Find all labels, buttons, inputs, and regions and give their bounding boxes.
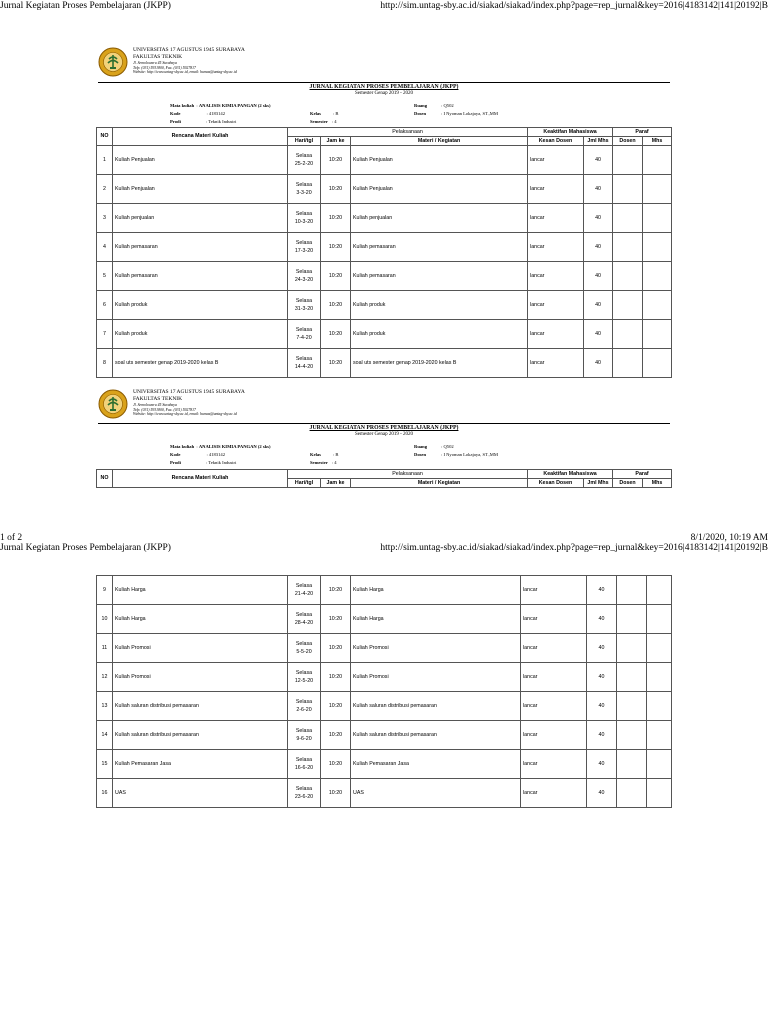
th-jam: Jam ke bbox=[321, 479, 351, 488]
th-no: NO bbox=[97, 470, 113, 488]
table-row: 10 Kuliah Harga Selasa 28-4-20 10:20 Kuliah Harga lancar 40 bbox=[97, 605, 672, 634]
th-jml: Jml Mhs bbox=[584, 137, 613, 146]
table-row: 11 Kuliah Promosi Selasa 5-5-20 10:20 Kuliah Promosi lancar 40 bbox=[97, 634, 672, 663]
th-jml: Jml Mhs bbox=[584, 479, 613, 488]
table-row: 1 Kuliah Penjualan Selasa 25-2-20 10:20 Kuliah Penjualan lancar 40 bbox=[97, 146, 672, 175]
print-page-number: 1 of 2 bbox=[0, 533, 23, 543]
th-mhs: Mhs bbox=[643, 137, 672, 146]
th-mhs: Mhs bbox=[643, 479, 672, 488]
semester-line: Semester Genap 2019 - 2020 bbox=[354, 91, 414, 96]
faculty-name: FAKULTAS TEKNIK bbox=[133, 396, 183, 402]
journal-table-header-repeat bbox=[96, 469, 672, 488]
info-semester: Semester : 4 bbox=[310, 119, 337, 124]
th-hari: Hari/tgl bbox=[288, 137, 321, 146]
table-row: 8 soal uts semester genap 2019-2020 kelas B Selasa 14-4-20 10:20 soal uts semester genap 2019-2020 kelas B lancar 40 bbox=[97, 349, 672, 378]
website: Website: http://www.untag-sby.ac.id, email: humas@untag-sby.ac.id bbox=[133, 70, 237, 74]
info-kode: Kode : 4183142 bbox=[170, 111, 225, 116]
journal-table-page1 bbox=[96, 127, 672, 378]
phone: Telp. (031) 5931800, Fax. (031) 5927817 bbox=[133, 407, 196, 412]
th-pelaksanaan: Pelaksanaan bbox=[288, 128, 528, 137]
table-row: 6 Kuliah produk Selasa 31-3-20 10:20 Kuliah produk lancar 40 bbox=[97, 291, 672, 320]
print-url[interactable]: http://sim.untag-sby.ac.id/siakad/siakad/index.php?page=rep_jurnal&key=2016|4183142|141|20192|B bbox=[380, 1, 768, 11]
university-name: UNIVERSITAS 17 AGUSTUS 1945 SURABAYA bbox=[133, 389, 245, 395]
phone: Telp. (031) 5931800, Fax. (031) 5927817 bbox=[133, 65, 196, 70]
table-row: 4 Kuliah pemasaran Selasa 17-3-20 10:20 Kuliah pemasaran lancar 40 bbox=[97, 233, 672, 262]
th-pelaksanaan: Pelaksanaan bbox=[288, 470, 528, 479]
table-row: 13 Kuliah saluran distribusi pemasaran Selasa 2-6-20 10:20 Kuliah saluran distribusi pemasaran lancar 40 bbox=[97, 692, 672, 721]
info-kelas: Kelas : B bbox=[310, 111, 339, 116]
th-keaktifan: Keaktifan Mahasiswa bbox=[528, 128, 613, 137]
table-row: 5 Kuliah pemasaran Selasa 24-3-20 10:20 Kuliah pemasaran lancar 40 bbox=[97, 262, 672, 291]
info-dosen: Dosen : I Nyoman Lokajaya, ST.,MM bbox=[414, 452, 498, 457]
semester-line: Semester Genap 2019 - 2020 bbox=[354, 432, 414, 437]
info-prodi: Prodi : Teknik Industri bbox=[170, 119, 237, 124]
th-paraf: Paraf bbox=[613, 470, 672, 479]
info-ruang: Ruang : Q502 bbox=[414, 103, 454, 108]
print-title: Jurnal Kegiatan Proses Pembelajaran (JKPP) bbox=[0, 543, 171, 553]
th-hari: Hari/tgl bbox=[288, 479, 321, 488]
table-row: 9 Kuliah Harga Selasa 21-4-20 10:20 Kuliah Harga lancar 40 bbox=[97, 576, 672, 605]
th-dosen: Dosen bbox=[613, 137, 643, 146]
website: Website: http://www.untag-sby.ac.id, email: humas@untag-sby.ac.id bbox=[133, 412, 237, 416]
letterhead-rule bbox=[98, 423, 670, 424]
table-row: 3 Kuliah penjualan Selasa 10-3-20 10:20 Kuliah penjualan lancar 40 bbox=[97, 204, 672, 233]
university-name: UNIVERSITAS 17 AGUSTUS 1945 SURABAYA bbox=[133, 47, 245, 53]
table-row: 7 Kuliah produk Selasa 7-4-20 10:20 Kuliah produk lancar 40 bbox=[97, 320, 672, 349]
table-row: 2 Kuliah Penjualan Selasa 3-3-20 10:20 Kuliah Penjualan lancar 40 bbox=[97, 175, 672, 204]
university-logo-icon bbox=[98, 389, 128, 419]
print-title: Jurnal Kegiatan Proses Pembelajaran (JKPP) bbox=[0, 1, 171, 11]
info-semester: Semester : 4 bbox=[310, 460, 337, 465]
info-ruang: Ruang : Q502 bbox=[414, 444, 454, 449]
print-url[interactable]: http://sim.untag-sby.ac.id/siakad/siakad/index.php?page=rep_jurnal&key=2016|4183142|141|20192|B bbox=[380, 543, 768, 553]
th-kesan: Kesan Dosen bbox=[528, 479, 584, 488]
university-logo-icon bbox=[98, 47, 128, 77]
doc-title: JURNAL KEGIATAN PROSES PEMBELAJARAN (JKPP) bbox=[309, 84, 459, 90]
th-no: NO bbox=[97, 128, 113, 146]
table-row: 12 Kuliah Promosi Selasa 12-5-20 10:20 Kuliah Promosi lancar 40 bbox=[97, 663, 672, 692]
journal-table-page2 bbox=[96, 575, 672, 808]
th-jam: Jam ke bbox=[321, 137, 351, 146]
table-row: 16 UAS Selasa 23-6-20 10:20 UAS lancar 40 bbox=[97, 779, 672, 808]
th-keaktifan: Keaktifan Mahasiswa bbox=[528, 470, 613, 479]
address: Jl. Semolowaru 45 Surabaya bbox=[133, 61, 177, 65]
th-dosen: Dosen bbox=[613, 479, 643, 488]
address: Jl. Semolowaru 45 Surabaya bbox=[133, 403, 177, 407]
info-kode: Kode : 4183142 bbox=[170, 452, 225, 457]
th-rencana: Rencana Materi Kuliah bbox=[113, 128, 288, 146]
th-rencana: Rencana Materi Kuliah bbox=[113, 470, 288, 488]
info-matkul: Mata kuliah : ANALISIS KIMIA PANGAN (2 sks) bbox=[170, 103, 271, 108]
table-row: 15 Kuliah Pemasaran Jasa Selasa 16-6-20 10:20 Kuliah Pemasaran Jasa lancar 40 bbox=[97, 750, 672, 779]
faculty-name: FAKULTAS TEKNIK bbox=[133, 54, 183, 60]
info-prodi: Prodi : Teknik Industri bbox=[170, 460, 237, 465]
letterhead-rule bbox=[98, 82, 670, 83]
info-matkul: Mata kuliah : ANALISIS KIMIA PANGAN (2 sks) bbox=[170, 444, 271, 449]
th-materi: Materi / Kegiatan bbox=[351, 137, 528, 146]
print-datetime: 8/1/2020, 10:19 AM bbox=[690, 533, 768, 543]
th-kesan: Kesan Dosen bbox=[528, 137, 584, 146]
th-materi: Materi / Kegiatan bbox=[351, 479, 528, 488]
doc-title: JURNAL KEGIATAN PROSES PEMBELAJARAN (JKPP) bbox=[309, 425, 459, 431]
info-kelas: Kelas : B bbox=[310, 452, 339, 457]
info-dosen: Dosen : I Nyoman Lokajaya, ST.,MM bbox=[414, 111, 498, 116]
letterhead-2 bbox=[98, 389, 670, 423]
th-paraf: Paraf bbox=[613, 128, 672, 137]
table-row: 14 Kuliah saluran distribusi pemasaran Selasa 9-6-20 10:20 Kuliah saluran distribusi pemasaran lancar 40 bbox=[97, 721, 672, 750]
